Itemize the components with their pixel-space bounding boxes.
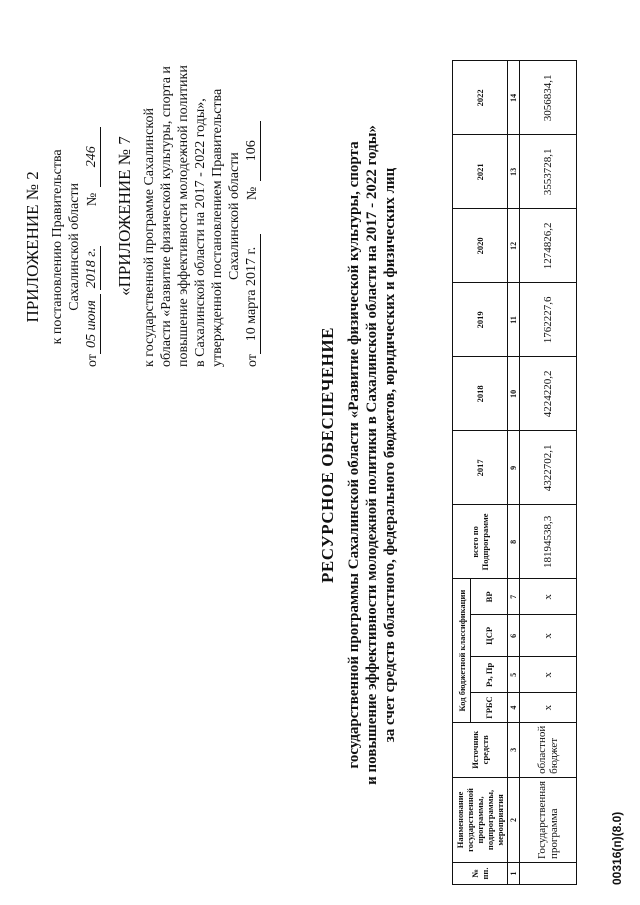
appendix-2-number-prefix: № bbox=[85, 192, 100, 207]
column-number: 13 bbox=[508, 135, 520, 209]
appendix-7-date-line bbox=[243, 65, 261, 367]
table-column-numbers-row bbox=[508, 61, 520, 885]
appendix-2-date-year: 2018 г. bbox=[84, 247, 99, 289]
cell-total: 18194538,3 bbox=[520, 505, 577, 579]
appendix-2-line2: Сахалинской области bbox=[67, 182, 82, 311]
header-2022: 2022 bbox=[453, 61, 508, 135]
cell-2018: 4224220,2 bbox=[520, 357, 577, 431]
column-number: 2 bbox=[508, 777, 520, 862]
resource-table bbox=[452, 60, 577, 885]
header-2018: 2018 bbox=[453, 357, 508, 431]
appendix-2-number: 246 bbox=[83, 127, 101, 187]
column-number: 7 bbox=[508, 579, 520, 615]
cell-2019: 1762227,6 bbox=[520, 283, 577, 357]
appendix-2-date-prefix: от bbox=[85, 354, 100, 367]
column-number: 1 bbox=[508, 863, 520, 885]
cell-2017: 4322702,1 bbox=[520, 431, 577, 505]
appendix-7-line-0: к государственной программе Сахалинской bbox=[142, 108, 157, 367]
header-budget-code: Код бюджетной классификации bbox=[453, 579, 471, 722]
appendix-7-line-5: Сахалинской области bbox=[227, 152, 242, 280]
header-vr: ВР bbox=[471, 579, 508, 615]
header-source: Источник средств bbox=[453, 722, 508, 777]
column-number: 9 bbox=[508, 431, 520, 505]
column-number: 4 bbox=[508, 693, 520, 722]
appendix-2-date-day: 05 июня bbox=[83, 294, 101, 354]
table-row bbox=[520, 61, 577, 885]
header-grbs: ГРБС bbox=[471, 693, 508, 722]
appendix-7-number-prefix: № bbox=[245, 186, 260, 201]
appendix-7-line-1: области «Развитие физической культуры, спорта и bbox=[159, 66, 174, 367]
appendix-2-line1: к постановлению Правительства bbox=[50, 149, 65, 345]
header-rz-pr: Рз, Пр bbox=[471, 657, 508, 693]
appendix-7-date: 10 марта 2017 г. bbox=[243, 234, 261, 354]
appendix-2-header bbox=[24, 127, 101, 367]
column-number: 10 bbox=[508, 357, 520, 431]
appendix-7-line-2: повышение эффективности молодежной политики bbox=[176, 65, 191, 367]
document-code: 00316(п)(8.0) bbox=[610, 811, 624, 885]
cell-grbs: х bbox=[520, 693, 577, 722]
cell-2020: 1274826,2 bbox=[520, 209, 577, 283]
cell-vr: х bbox=[520, 579, 577, 615]
appendix-2-title: ПРИЛОЖЕНИЕ № 2 bbox=[23, 171, 42, 323]
cell-2021: 3553728,1 bbox=[520, 135, 577, 209]
header-2020: 2020 bbox=[453, 209, 508, 283]
column-number: 5 bbox=[508, 657, 520, 693]
cell-rz-pr: х bbox=[520, 657, 577, 693]
column-number: 11 bbox=[508, 283, 520, 357]
column-number: 14 bbox=[508, 61, 520, 135]
header-2021: 2021 bbox=[453, 135, 508, 209]
column-number: 6 bbox=[508, 615, 520, 657]
appendix-7-title: «ПРИЛОЖЕНИЕ № 7 bbox=[115, 136, 134, 296]
cell-csr: х bbox=[520, 615, 577, 657]
header-csr: ЦСР bbox=[471, 615, 508, 657]
cell-source: областной бюджет bbox=[520, 722, 577, 777]
header-num: № пп. bbox=[453, 863, 508, 885]
main-heading bbox=[319, 25, 399, 885]
appendix-7-number: 106 bbox=[243, 121, 261, 181]
table-header-row bbox=[453, 61, 471, 885]
header-2019: 2019 bbox=[453, 283, 508, 357]
heading-line-1: и повышение эффективности молодежной политики в Сахалинской области на 2017 - 2022 годы» bbox=[364, 125, 380, 785]
appendix-7-date-prefix: от bbox=[245, 354, 260, 367]
cell-name: Государственная программа bbox=[520, 777, 577, 862]
header-name: Наименование государственной программы, подпрограммы, мероприятия bbox=[453, 777, 508, 862]
header-total: всего по Подпрограмме bbox=[453, 505, 508, 579]
cell-num bbox=[520, 863, 577, 885]
appendix-7-header bbox=[116, 65, 261, 367]
cell-2022: 3056834,1 bbox=[520, 61, 577, 135]
column-number: 3 bbox=[508, 722, 520, 777]
header-2017: 2017 bbox=[453, 431, 508, 505]
column-number: 8 bbox=[508, 505, 520, 579]
appendix-7-line-3: в Сахалинской области на 2017 - 2022 годы», bbox=[193, 98, 208, 367]
heading-title: РЕСУРСНОЕ ОБЕСПЕЧЕНИЕ bbox=[318, 327, 337, 583]
column-number: 12 bbox=[508, 209, 520, 283]
heading-line-0: государственной программы Сахалинской области «Развитие физической культуры, спорта bbox=[346, 141, 362, 769]
heading-line-2: за счет средств областного, федерального бюджетов, юридических и физических лиц bbox=[382, 167, 398, 743]
appendix-7-line-4: утвержденной постановлением Правительства bbox=[210, 88, 225, 367]
appendix-2-date-line bbox=[83, 127, 101, 367]
